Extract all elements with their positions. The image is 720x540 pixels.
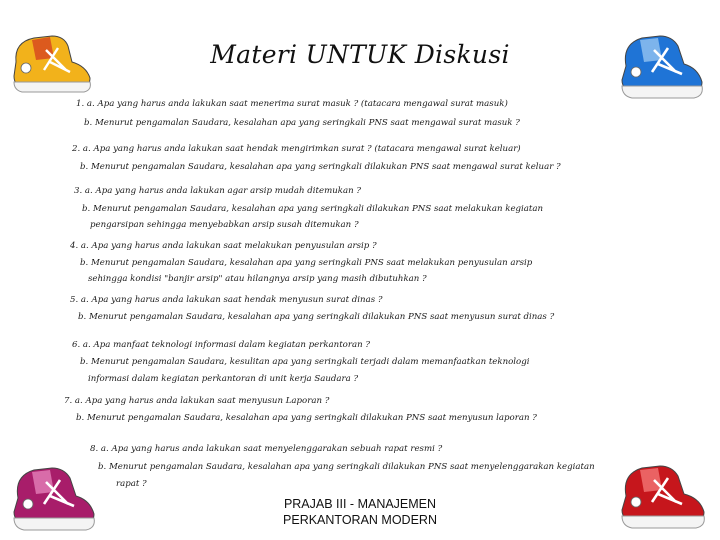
question-6a: 6. a. Apa manfaat teknologi informasi dalam kegiatan perkantoran ?	[72, 340, 370, 350]
question-7a: 7. a. Apa yang harus anda lakukan saat menyusun Laporan ?	[64, 396, 330, 406]
question-1a: 1. a. Apa yang harus anda lakukan saat menerima surat masuk ? (tatacara mengawal surat masuk)	[76, 99, 508, 109]
question-3a: 3. a. Apa yang harus anda lakukan agar arsip mudah ditemukan ?	[74, 186, 361, 196]
sneaker-icon	[612, 26, 708, 106]
question-7b: b. Menurut pengamalan Saudara, kesalahan apa yang seringkali dilakukan PNS saat menyusun laporan ?	[76, 413, 537, 423]
footer-caption	[220, 496, 500, 528]
question-8a: 8. a. Apa yang harus anda lakukan saat menyelenggarakan sebuah rapat resmi ?	[90, 444, 443, 454]
question-4a: 4. a. Apa yang harus anda lakukan saat melakukan penyusulan arsip ?	[70, 241, 377, 251]
question-1b: b. Menurut pengamalan Saudara, kesalahan apa yang seringkali PNS saat mengawal surat masuk ?	[84, 118, 520, 128]
sneaker-icon	[6, 28, 96, 100]
question-5a: 5. a. Apa yang harus anda lakukan saat hendak menyusun surat dinas ?	[70, 295, 383, 305]
question-4b-cont: sehingga kondisi "banjir arsip" atau hilangnya arsip yang masih dibutuhkan ?	[88, 274, 427, 284]
question-3b: b. Menurut pengamalan Saudara, kesalahan apa yang seringkali dilakukan PNS saat melakukan kegiatan	[82, 204, 544, 214]
sneaker-icon	[612, 456, 712, 538]
question-2b: b. Menurut pengamalan Saudara, kesalahan apa yang seringkali dilakukan PNS saat mengawal surat keluar ?	[80, 162, 561, 172]
question-3b-cont: pengarsipan sehingga menyebabkan arsip susah ditemukan ?	[90, 220, 359, 230]
sneaker-icon	[4, 458, 100, 538]
question-4b: b. Menurut pengamalan Saudara, kesalahan apa yang seringkali PNS saat melakukan penyusulan arsip	[80, 258, 533, 268]
question-8b-cont: rapat ?	[116, 479, 147, 489]
footer-line-1: PRAJAB III - MANAJEMEN	[283, 497, 437, 511]
question-2a: 2. a. Apa yang harus anda lakukan saat hendak mengirimkan surat ? (tatacara mengawal surat keluar)	[72, 144, 521, 154]
question-6b: b. Menurut pengamalan Saudara, kesulitan apa yang seringkali terjadi dalam memanfaatkan teknologi	[80, 357, 530, 367]
footer-line-2: PERKANTORAN MODERN	[283, 513, 437, 527]
slide-title: Materi UNTUK Diskusi	[210, 40, 510, 69]
question-8b: b. Menurut pengamalan Saudara, kesalahan apa yang seringkali dilakukan PNS saat menyelenggarakan kegiatan	[98, 462, 595, 472]
question-5b: b. Menurut pengamalan Saudara, kesalahan apa yang seringkali dilakukan PNS saat menyusun surat dinas ?	[78, 312, 555, 322]
question-6b-cont: informasi dalam kegiatan perkantoran di unit kerja Saudara ?	[88, 374, 359, 384]
